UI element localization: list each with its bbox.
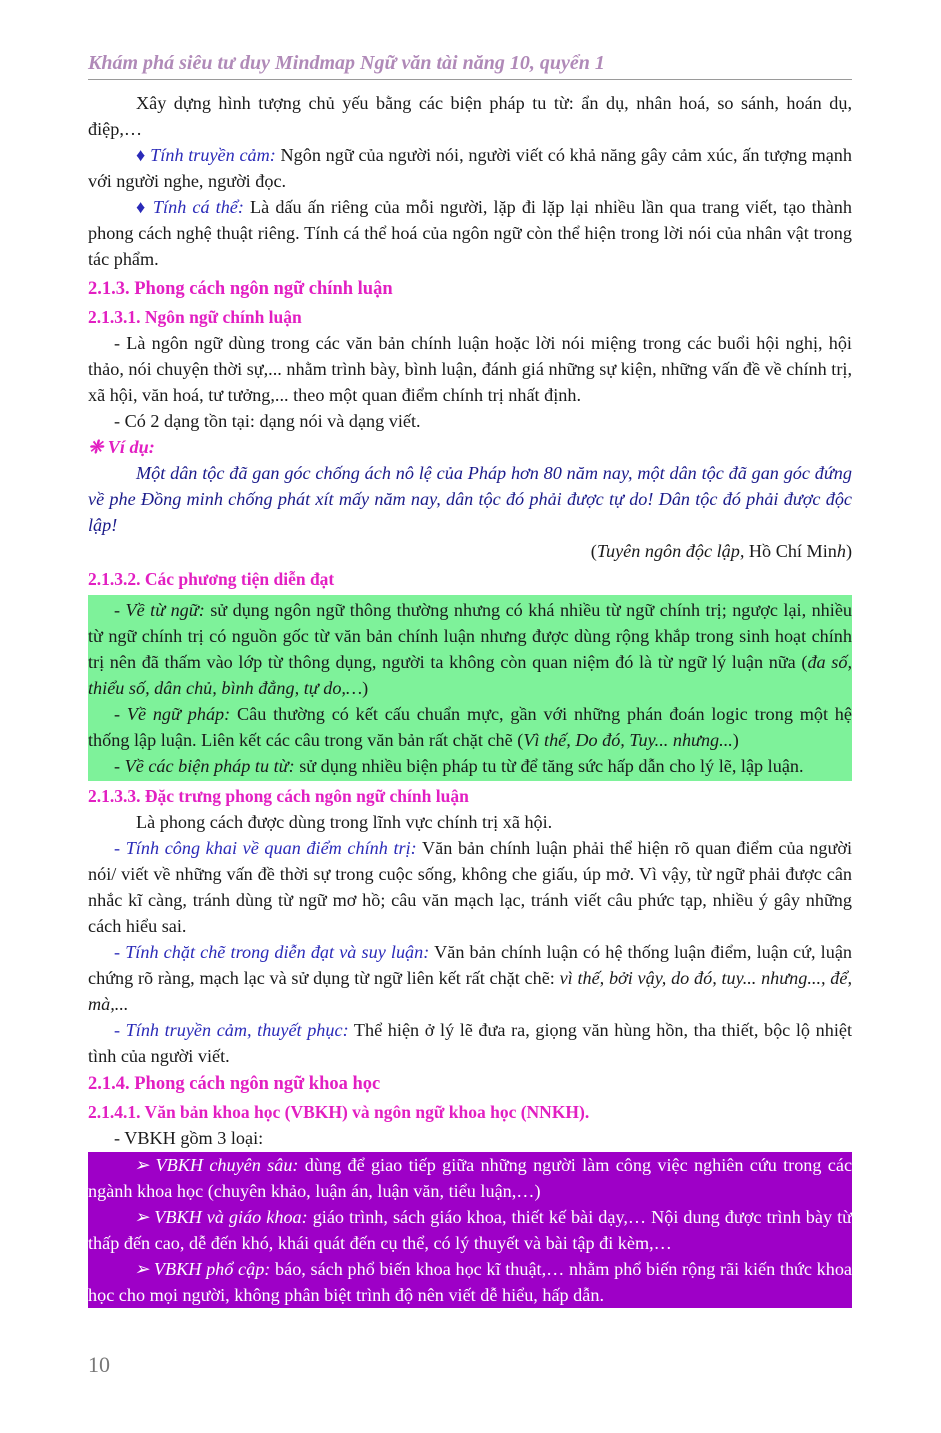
term-label: Về ngữ pháp:	[126, 704, 231, 724]
means-rhetoric	[88, 753, 852, 779]
cite-open: (	[590, 541, 597, 561]
types-intro: - VBKH gồm 3 loại:	[114, 1128, 264, 1148]
highlight-box-means	[88, 595, 852, 781]
subsection-heading-2-1-3-2: 2.1.3.2. Các phương tiện diễn đạt	[88, 569, 335, 589]
cite-close: )	[845, 541, 852, 561]
intro-individuality	[88, 194, 852, 272]
example-quote: Một dân tộc đã gan góc chống ách nô lệ của Pháp hơn 80 năm nay, một dân tộc đã gan góc đứng về phe Đồng minh chống phát xít mấy năm nay, dân tộc đó phải được tự do! Dân tộc đó phải được độc lập!	[88, 463, 852, 535]
features-intro: Là phong cách được dùng trong lĩnh vực chính trị xã hội.	[136, 812, 553, 832]
definition-paragraph: - Là ngôn ngữ dùng trong các văn bản chính luận hoặc lời nói miệng trong các buổi hội nghị, hội thảo, nói chuyện thời sự,... nhằm trình bày, bình luận, đánh giá những sự kiện, những vấn đề về chính trị, xã hội, văn hoá, tư tưởng,... theo một quan điểm chính trị nhất định.	[88, 333, 852, 405]
section-heading-2-1-3: 2.1.3. Phong cách ngôn ngữ chính luận	[88, 279, 393, 299]
page-number: 10	[88, 1352, 110, 1377]
term-text: Thể hiện ở lý lẽ đưa ra, giọng văn hùng hồn, tha thiết, bộc lộ nhiệt tình của người viết.	[88, 1020, 852, 1066]
dash: -	[114, 756, 125, 776]
term-text: Văn bản chính luận phải thể hiện rõ quan điểm của người nói/ viết về những vấn đề thời sự trong cuộc sống, không che giấu, úp mở. Vì vậy, từ ngữ phải được cân nhắc kĩ càng, tránh dùng từ ngữ mơ hồ; câu văn mạch lạc, tránh viết câu phức tạp, nhiều ý gây những cách hiểu sai.	[88, 838, 852, 936]
highlight-box-types	[88, 1152, 852, 1308]
term-text: dùng để giao tiếp giữa những người làm công việc nghiên cứu trong các ngành khoa học (chuyên khảo, luận án, luận văn, tiểu luận,…)	[88, 1155, 853, 1201]
cite-author: Hồ Chí Min	[744, 541, 837, 561]
intro-paragraph: Xây dựng hình tượng chủ yếu bằng các biện pháp tu từ: ẩn dụ, nhân hoá, so sánh, hoán dụ, điệp,…	[88, 93, 852, 139]
feature-openness	[88, 835, 852, 939]
means-vocabulary	[88, 597, 852, 701]
feature-persuasion	[88, 1017, 852, 1069]
type-popular	[88, 1256, 852, 1308]
subsection-heading-2-1-4-1: 2.1.4.1. Văn bản khoa học (VBKH) và ngôn ngữ khoa học (NNKH).	[88, 1102, 590, 1122]
type-textbook	[88, 1204, 852, 1256]
term-label: ➢ VBKH phổ cập:	[134, 1259, 271, 1279]
term-label: ♦ Tính truyền cảm:	[136, 145, 276, 165]
means-grammar	[88, 701, 852, 753]
term-text: Văn bản chính luận có hệ thống luận điểm, luận cứ, luận chứng rõ ràng, mạch lạc và sử dụng từ ngữ liên kết rất chặt chẽ:	[88, 942, 852, 988]
term-label: - Tính chặt chẽ trong diễn đạt và suy luận:	[114, 942, 430, 962]
type-specialized	[88, 1152, 852, 1204]
term-text: Câu thường có kết cấu chuẩn mực, gần với những phán đoán logic trong một hệ thống lập luận. Liên kết các câu trong văn bản rất chặt chẽ (	[88, 704, 852, 750]
example-label: ❈ Ví dụ:	[88, 437, 155, 457]
quote-citation	[88, 538, 852, 564]
term-label: ➢ VBKH chuyên sâu:	[134, 1155, 299, 1175]
term-examples: đa số, thiểu số, dân chủ, bình đẳng, tự do,…	[88, 652, 853, 698]
term-label: ♦ Tính cá thể:	[136, 197, 244, 217]
term-examples: vì thế, bởi vậy, do đó, tuy... nhưng..., để, mà,...	[88, 968, 853, 1014]
term-text: báo, sách phổ biến khoa học kĩ thuật,… nhằm phổ biến rộng rãi kiến thức khoa học cho mọi người, không phân biệt trình độ nên viết dễ hiểu, hấp dẫn.	[88, 1259, 853, 1305]
dash: -	[114, 600, 126, 620]
term-examples: Vì thế, Do đó, Tuy... nhưng...	[523, 730, 733, 750]
term-label: - Tính công khai về quan điểm chính trị:	[114, 838, 417, 858]
term-label: - Tính truyền cảm, thuyết phục:	[114, 1020, 349, 1040]
running-header: Khám phá siêu tư duy Mindmap Ngữ văn tài năng 10, quyển 1	[88, 52, 852, 80]
term-label: Về từ ngữ:	[125, 600, 205, 620]
feature-rigor	[88, 939, 852, 1017]
section-heading-2-1-4: 2.1.4. Phong cách ngôn ngữ khoa học	[88, 1074, 381, 1094]
term-label: ➢ VBKH và giáo khoa:	[134, 1207, 308, 1227]
cite-work: Tuyên ngôn độc lập,	[596, 541, 745, 561]
page-content	[88, 90, 852, 1308]
forms-paragraph: - Có 2 dạng tồn tại: dạng nói và dạng viết.	[114, 411, 421, 431]
term-text: Ngôn ngữ của người nói, người viết có khả năng gây cảm xúc, ấn tượng mạnh với người nghe, người đọc.	[88, 145, 852, 191]
term-text: giáo trình, sách giáo khoa, thiết kế bài dạy,… Nội dung được trình bày từ thấp đến cao, dễ đến khó, khái quát đến cụ thể, có lý thuyết và bài tập đi kèm,…	[88, 1207, 852, 1253]
term-text: sử dụng nhiều biện pháp tu từ để tăng sức hấp dẫn cho lý lẽ, lập luận.	[294, 756, 804, 776]
intro-expressiveness	[88, 142, 852, 194]
term-text: sử dụng ngôn ngữ thông thường nhưng có khá nhiều từ ngữ chính trị; ngược lại, nhiều từ ngữ chính trị có nguồn gốc từ văn bản chính luận nhưng được dùng rộng khắp trong sinh hoạt chính trị nên đã thấm vào lớp từ thông dụng, người ta không còn quan niệm đó là từ ngữ lý luận nữa (	[88, 600, 852, 672]
term-label: Về các biện pháp tu từ:	[124, 756, 295, 776]
subsection-heading-2-1-3-3: 2.1.3.3. Đặc trưng phong cách ngôn ngữ chính luận	[88, 786, 469, 806]
paren-close: )	[732, 730, 739, 750]
term-text: Là dấu ấn riêng của mỗi người, lặp đi lặp lại nhiều lần qua trang viết, tạo thành phong cách nghệ thuật riêng. Tính cá thể hoá của ngôn ngữ còn thể hiện trong lời nói của nhân vật trong tác phẩm.	[88, 197, 852, 269]
subsection-heading-2-1-3-1: 2.1.3.1. Ngôn ngữ chính luận	[88, 307, 302, 327]
paren-close: )	[362, 678, 369, 698]
cite-author-end: h	[836, 541, 846, 561]
dash: -	[114, 704, 127, 724]
